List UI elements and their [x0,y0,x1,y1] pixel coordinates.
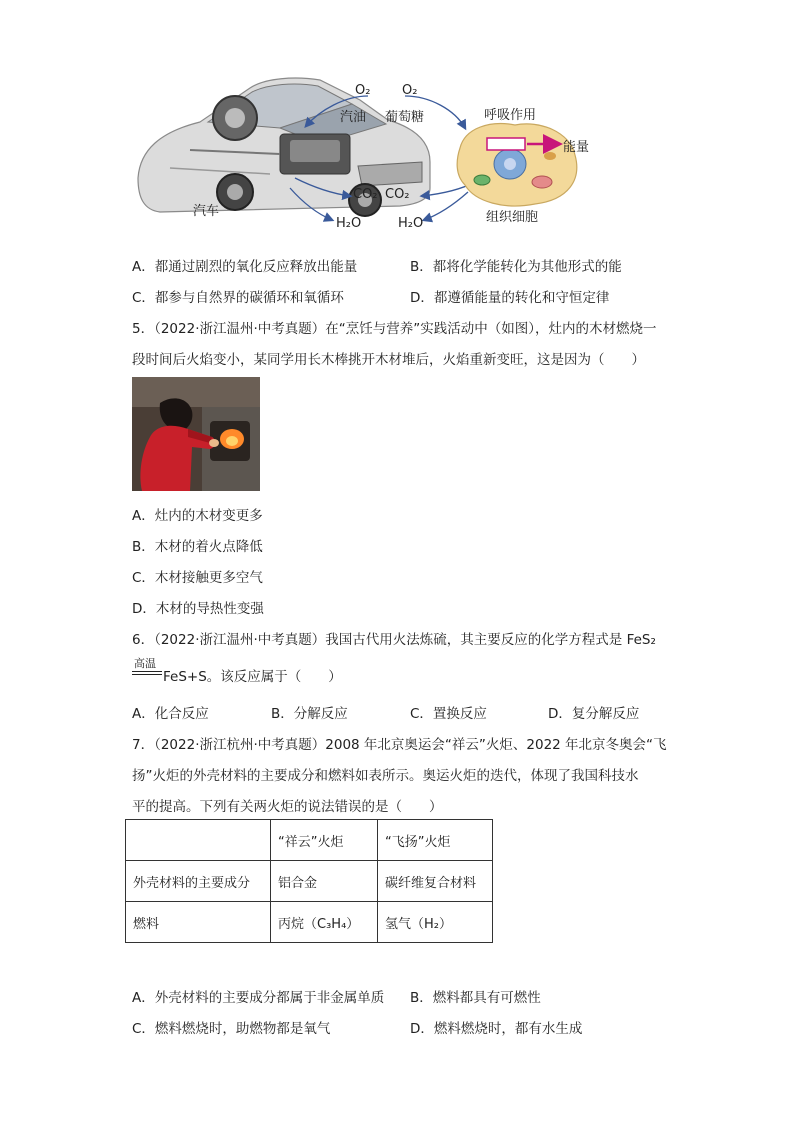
table-header-cell: “祥云”火炬 [271,820,378,861]
q7-option-d[interactable]: D．燃料燃烧时，都有水生成 [410,1021,583,1037]
q6-option-d[interactable]: D．复分解反应 [548,706,640,722]
q6-reaction-condition: 高温 [134,657,156,670]
table-header-cell: “飞扬”火炬 [378,820,493,861]
q4-option-d[interactable]: D．都遵循能量的转化和守恒定律 [410,290,610,306]
q7-stem-line1: 7．（2022·浙江杭州·中考真题）2008 年北京奥运会“祥云”火炬、2022 年北京冬奥会“飞 [132,737,667,753]
q5-stem-line2: 段时间后火焰变小，某同学用长木棒挑开木材堆后，火焰重新变旺，这是因为（ ） [132,352,645,368]
table-cell: 丙烷（C₃H₄） [271,902,378,943]
co2-right-label: CO₂ [385,187,410,202]
tissue-cell-illustration [457,124,577,206]
q5-option-b[interactable]: B．木材的着火点降低 [132,539,263,555]
table-header-cell [126,820,271,861]
energy-label: 能量 [563,140,590,155]
h2o-right-label: H₂O [398,216,424,231]
table-cell: 氢气（H₂） [378,902,493,943]
q5-option-c[interactable]: C．木材接触更多空气 [132,570,263,586]
cell-label: 组织细胞 [486,210,539,225]
q5-stem-line1: 5．（2022·浙江温州·中考真题）在“烹饪与营养”实践活动中（如图），灶内的木材燃烧一 [132,321,657,337]
respiration-box [487,138,525,150]
table-cell: 铝合金 [271,861,378,902]
gasoline-label: 汽油 [340,110,367,125]
table-header-row [126,820,493,861]
h2o-left-label: H₂O [336,216,362,231]
q7-option-b[interactable]: B．燃料都具有可燃性 [410,990,541,1006]
q4-option-a[interactable]: A．都通过剧烈的氧化反应释放出能量 [132,259,358,275]
table-cell: 外壳材料的主要成分 [126,861,271,902]
table-row [126,861,493,902]
q5-option-d[interactable]: D．木材的导热性变强 [132,601,264,617]
q4-option-b[interactable]: B．都将化学能转化为其他形式的能 [410,259,622,275]
cooking-stove-photo [132,377,260,491]
car-label: 汽车 [193,204,220,219]
co2-left-label: CO₂ [353,187,378,202]
q6-option-b[interactable]: B．分解反应 [271,706,348,722]
o2-right-label: O₂ [402,83,418,98]
h2o-arrow-cell [424,192,468,220]
q5-option-a[interactable]: A．灶内的木材变更多 [132,508,263,524]
q6-stem-line1: 6．（2022·浙江温州·中考真题）我国古代用火法炼硫，其主要反应的化学方程式是 FeS₂ [132,632,656,648]
torch-comparison-table [125,819,493,943]
respiration-label: 呼吸作用 [484,108,537,123]
q4-option-c[interactable]: C．都参与自然界的碳循环和氧循环 [132,290,344,306]
table-row [126,902,493,943]
q6-equation-bar-top [132,671,162,672]
q6-option-a[interactable]: A．化合反应 [132,706,209,722]
table-cell: 燃料 [126,902,271,943]
q6-equation-bar-bottom [132,674,162,675]
q7-option-a[interactable]: A．外壳材料的主要成分都属于非金属单质 [132,990,385,1006]
q6-stem-line2: FeS+S。该反应属于（ ） [163,669,342,685]
o2-left-label: O₂ [355,83,371,98]
table-cell: 碳纤维复合材料 [378,861,493,902]
q7-stem-line3: 平的提高。下列有关两火炬的说法错误的是（ ） [132,799,443,815]
q7-stem-line2: 扬”火炬的外壳材料的主要成分和燃料如表所示。奥运火炬的迭代，体现了我国科技水 [132,768,639,784]
q6-option-c[interactable]: C．置换反应 [410,706,487,722]
glucose-label: 葡萄糖 [385,110,425,125]
q7-option-c[interactable]: C．燃料燃烧时，助燃物都是氧气 [132,1021,331,1037]
